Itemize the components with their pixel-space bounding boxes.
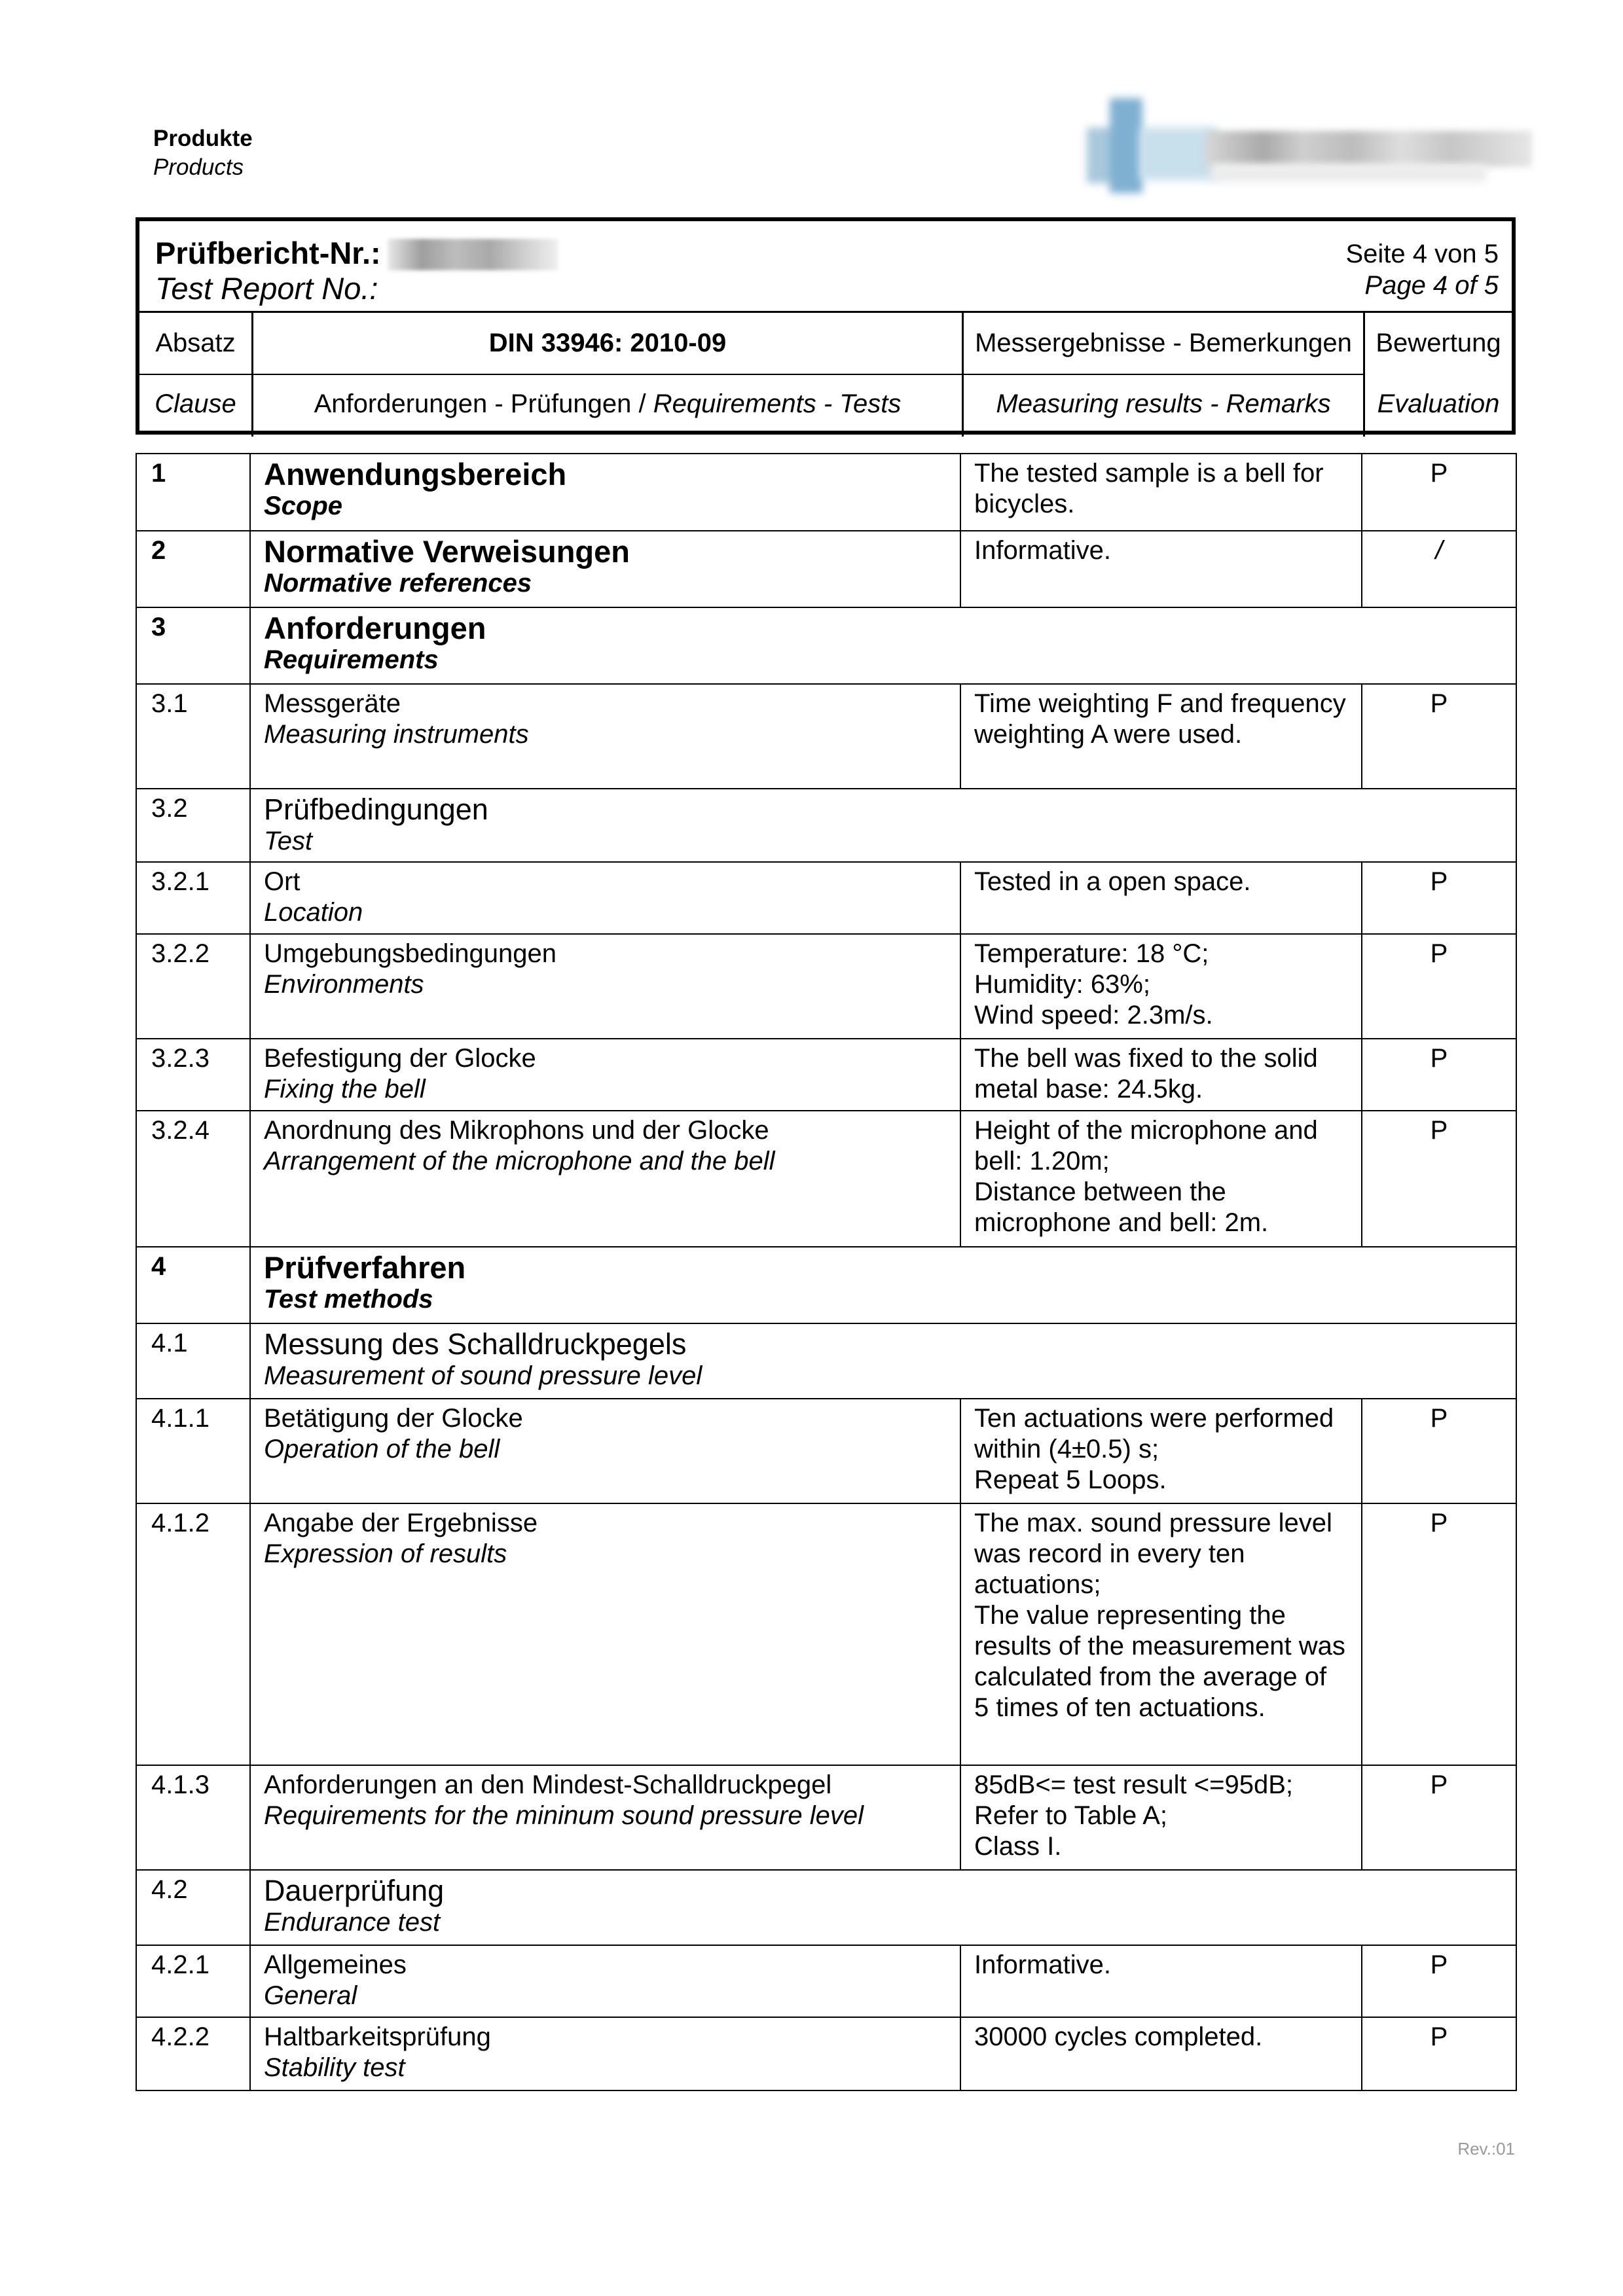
table-row <box>136 1870 1516 1945</box>
page-indicator <box>1346 238 1499 301</box>
requirement-de: Messung des Schalldruckpegels <box>264 1327 687 1361</box>
requirement-de: Messgeräte <box>264 689 401 718</box>
col-results-en: Measuring results - Remarks <box>996 389 1331 418</box>
evaluation-cell: P <box>1362 1945 1516 2017</box>
table-body <box>136 454 1516 2090</box>
requirement-cell <box>250 1399 960 1503</box>
requirement-de: Anwendungsbereich <box>264 457 567 492</box>
requirement-en: Scope <box>264 492 343 520</box>
result-cell: Informative. <box>960 531 1362 607</box>
requirement-en: Measuring instruments <box>264 720 529 749</box>
requirement-de: Umgebungsbedingungen <box>264 939 557 968</box>
requirement-de: Allgemeines <box>264 1950 407 1979</box>
requirement-de: Befestigung der Glocke <box>264 1044 536 1073</box>
clause-number: 3.2.2 <box>136 934 250 1039</box>
evaluation-cell: P <box>1362 2017 1516 2090</box>
col-results-de: Messergebnisse - Bemerkungen <box>975 329 1352 357</box>
evaluation-cell: P <box>1362 1039 1516 1111</box>
requirement-en: Operation of the bell <box>264 1435 500 1463</box>
company-logo <box>1074 98 1539 196</box>
evaluation-cell: P <box>1362 454 1516 531</box>
col-requirements-label <box>253 388 962 420</box>
clause-number: 3.2.1 <box>136 862 250 934</box>
table-row <box>136 1039 1516 1111</box>
evaluation-cell: P <box>1362 934 1516 1039</box>
col-absatz-label: Absatz <box>155 329 236 357</box>
col-evaluation <box>1365 313 1512 437</box>
table-row <box>136 862 1516 934</box>
result-cell: Height of the microphone and bell: 1.20m; Distance between the microphone and bell: 2m. <box>960 1111 1362 1247</box>
table-row <box>136 454 1516 531</box>
requirement-en: Measurement of sound pressure level <box>264 1361 702 1390</box>
clause-number: 4.2 <box>136 1870 250 1945</box>
result-cell: The bell was fixed to the solid metal base: 24.5kg. <box>960 1039 1362 1111</box>
evaluation-cell: / <box>1362 531 1516 607</box>
requirement-en: Test <box>264 827 313 855</box>
requirement-cell <box>250 1247 1516 1323</box>
clause-number: 3.2.4 <box>136 1111 250 1247</box>
clause-number: 2 <box>136 531 250 607</box>
result-cell: Ten actuations were performed within (4±0.5) s; Repeat 5 Loops. <box>960 1399 1362 1503</box>
table-row <box>136 789 1516 862</box>
requirement-en: Requirements <box>264 645 439 674</box>
evaluation-cell: P <box>1362 1503 1516 1765</box>
requirement-en: Fixing the bell <box>264 1075 426 1103</box>
requirements-table <box>136 453 1517 2091</box>
category-en: Products <box>153 154 244 180</box>
requirement-cell <box>250 531 960 607</box>
evaluation-cell: P <box>1362 684 1516 789</box>
table-row <box>136 1323 1516 1399</box>
col-clause-label: Clause <box>155 389 236 418</box>
table-row <box>136 684 1516 789</box>
result-cell: Tested in a open space. <box>960 862 1362 934</box>
table-row <box>136 2017 1516 2090</box>
requirement-en: Arrangement of the microphone and the bell <box>264 1147 775 1175</box>
col-eval-de: Bewertung <box>1376 329 1501 357</box>
requirement-en: Environments <box>264 970 424 999</box>
requirement-en: Endurance test <box>264 1908 441 1937</box>
col-eval-en: Evaluation <box>1377 389 1500 418</box>
clause-number: 4.2.2 <box>136 2017 250 2090</box>
requirement-cell <box>250 684 960 789</box>
result-cell: 85dB<= test result <=95dB; Refer to Table A; Class I. <box>960 1765 1362 1870</box>
requirement-en: Location <box>264 898 363 927</box>
table-row <box>136 934 1516 1039</box>
column-headers <box>139 311 1512 437</box>
table-row <box>136 1247 1516 1323</box>
requirement-de: Betätigung der Glocke <box>264 1404 523 1433</box>
requirement-cell <box>250 1111 960 1247</box>
col-clause <box>139 313 253 437</box>
clause-number: 1 <box>136 454 250 531</box>
col-results <box>964 313 1365 437</box>
requirement-de: Anforderungen an den Mindest-Schalldruckpegel <box>264 1770 832 1799</box>
requirement-cell <box>250 1039 960 1111</box>
table-row <box>136 1503 1516 1765</box>
requirement-en: Stability test <box>264 2053 405 2082</box>
clause-number: 3 <box>136 607 250 684</box>
requirement-cell <box>250 789 1516 862</box>
requirement-cell <box>250 1503 960 1765</box>
result-cell: Informative. <box>960 1945 1362 2017</box>
requirement-de: Prüfbedingungen <box>264 793 488 826</box>
table-row <box>136 1399 1516 1503</box>
req-en: Requirements - Tests <box>653 389 902 418</box>
redacted-report-number <box>388 239 558 270</box>
evaluation-cell: P <box>1362 1765 1516 1870</box>
requirement-cell <box>250 1945 960 2017</box>
requirement-en: Requirements for the mininum sound pressure level <box>264 1801 864 1830</box>
clause-number: 3.2.3 <box>136 1039 250 1111</box>
clause-number: 4 <box>136 1247 250 1323</box>
requirement-en: Test methods <box>264 1285 433 1314</box>
clause-number: 4.1.1 <box>136 1399 250 1503</box>
table-row <box>136 607 1516 684</box>
requirement-de: Haltbarkeitsprüfung <box>264 2022 491 2051</box>
req-de: Anforderungen - Prüfungen / <box>314 389 653 418</box>
report-number-de: Prüfbericht-Nr.: <box>155 236 381 270</box>
requirement-en: Expression of results <box>264 1539 507 1568</box>
requirement-cell <box>250 862 960 934</box>
requirement-de: Normative Verweisungen <box>264 534 630 569</box>
requirement-de: Angabe der Ergebnisse <box>264 1509 538 1537</box>
page-de: Seite 4 von 5 <box>1345 240 1499 268</box>
table-row <box>136 1111 1516 1247</box>
table-row <box>136 531 1516 607</box>
evaluation-cell: P <box>1362 1399 1516 1503</box>
clause-number: 4.1.2 <box>136 1503 250 1765</box>
clause-number: 3.1 <box>136 684 250 789</box>
requirement-cell <box>250 1870 1516 1945</box>
clause-number: 4.2.1 <box>136 1945 250 2017</box>
requirement-cell <box>250 1765 960 1870</box>
requirement-en: General <box>264 1981 357 2010</box>
requirement-de: Dauerprüfung <box>264 1874 445 1907</box>
evaluation-cell: P <box>1362 862 1516 934</box>
evaluation-cell: P <box>1362 1111 1516 1247</box>
requirement-de: Prüfverfahren <box>264 1250 466 1285</box>
requirement-de: Ort <box>264 867 301 896</box>
table-row <box>136 1765 1516 1870</box>
clause-number: 4.1 <box>136 1323 250 1399</box>
requirement-cell <box>250 607 1516 684</box>
requirement-cell <box>250 934 960 1039</box>
clause-number: 3.2 <box>136 789 250 862</box>
requirement-de: Anforderungen <box>264 611 486 645</box>
standard-label: DIN 33946: 2010-09 <box>488 329 727 357</box>
report-header <box>136 217 1516 435</box>
requirement-cell <box>250 454 960 531</box>
clause-number: 4.1.3 <box>136 1765 250 1870</box>
result-cell: The tested sample is a bell for bicycles. <box>960 454 1362 531</box>
result-cell: 30000 cycles completed. <box>960 2017 1362 2090</box>
requirement-cell <box>250 2017 960 2090</box>
category-de: Produkte <box>153 126 253 151</box>
table-row <box>136 1945 1516 2017</box>
report-number-label <box>155 236 558 306</box>
page-en: Page 4 of 5 <box>1364 271 1499 300</box>
requirement-de: Anordnung des Mikrophons und der Glocke <box>264 1116 769 1145</box>
revision-label: Rev.:01 <box>1457 2139 1515 2159</box>
report-number-en: Test Report No.: <box>155 271 378 306</box>
col-requirements <box>253 313 964 437</box>
requirement-en: Normative references <box>264 569 532 598</box>
result-cell: The max. sound pressure level was record in every ten actuations; The value representing the results of the measurement was calculated from the average of 5 times of ten actuations. <box>960 1503 1362 1765</box>
result-cell: Temperature: 18 °C; Humidity: 63%; Wind speed: 2.3m/s. <box>960 934 1362 1039</box>
result-cell: Time weighting F and frequency weighting A were used. <box>960 684 1362 789</box>
category-label <box>153 124 253 182</box>
requirement-cell <box>250 1323 1516 1399</box>
